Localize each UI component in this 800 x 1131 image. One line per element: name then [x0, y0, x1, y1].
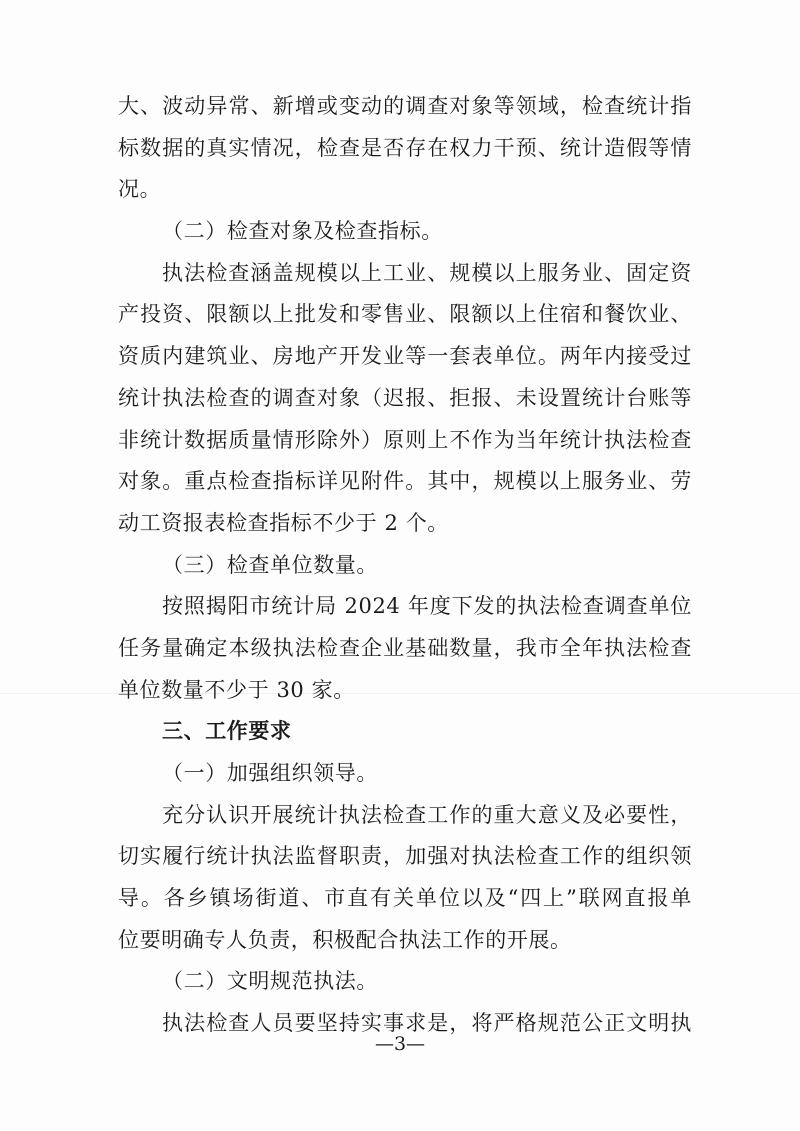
document-body — [118, 86, 692, 1045]
page-number: —3— — [374, 1033, 426, 1055]
body-line-18: 充分认识开展统计执法检查工作的重大意义及必要性， — [162, 802, 692, 827]
body-line-7: 资质内建筑业、房地产开发业等一套表单位。两年内接受过 — [118, 344, 692, 369]
body-line-14: 任务量确定本级执法检查企业基础数量，我市全年执法检查 — [118, 635, 692, 660]
body-line-1: 大、波动异常、新增或变动的调查对象等领域，检查统计指 — [118, 94, 692, 118]
body-line-13: 按照揭阳市统计局 2024 年度下发的执法检查调查单位 — [162, 594, 692, 619]
section-heading-inspection-targets: （二）检查对象及检查指标。 — [162, 219, 443, 244]
subsection-heading-civilized-enforcement: （二）文明规范执法。 — [162, 969, 378, 994]
body-line-6: 产投资、限额以上批发和零售业、限额以上住宿和餐饮业、 — [118, 302, 692, 327]
body-line-21: 位要明确专人负责，积极配合执法工作的开展。 — [118, 927, 572, 952]
body-line-3: 况。 — [118, 177, 162, 202]
body-line-19: 切实履行统计执法监督职责，加强对执法检查工作的组织领 — [118, 844, 692, 869]
section-heading-work-requirements: 三、工作要求 — [162, 719, 292, 744]
body-line-5: 执法检查涵盖规模以上工业、规模以上服务业、固定资 — [162, 260, 692, 285]
body-line-9: 非统计数据质量情形除外）原则上不作为当年统计执法检查 — [118, 427, 692, 452]
body-line-10: 对象。重点检查指标详见附件。其中，规模以上服务业、劳 — [118, 469, 692, 494]
body-line-15: 单位数量不少于 30 家。 — [118, 677, 355, 702]
body-line-20: 导。各乡镇场街道、市直有关单位以及“四上”联网直报单 — [118, 886, 692, 911]
body-line-23: 执法检查人员要坚持实事求是，将严格规范公正文明执 — [162, 1011, 692, 1036]
body-line-2: 标数据的真实情况，检查是否存在权力干预、统计造假等情 — [118, 135, 692, 160]
body-line-8: 统计执法检查的调查对象（迟报、拒报、未设置统计台账等 — [118, 385, 692, 410]
subsection-heading-leadership: （一）加强组织领导。 — [162, 761, 378, 785]
section-heading-unit-count: （三）检查单位数量。 — [162, 552, 378, 577]
body-line-11: 动工资报表检查指标不少于 2 个。 — [118, 510, 449, 535]
